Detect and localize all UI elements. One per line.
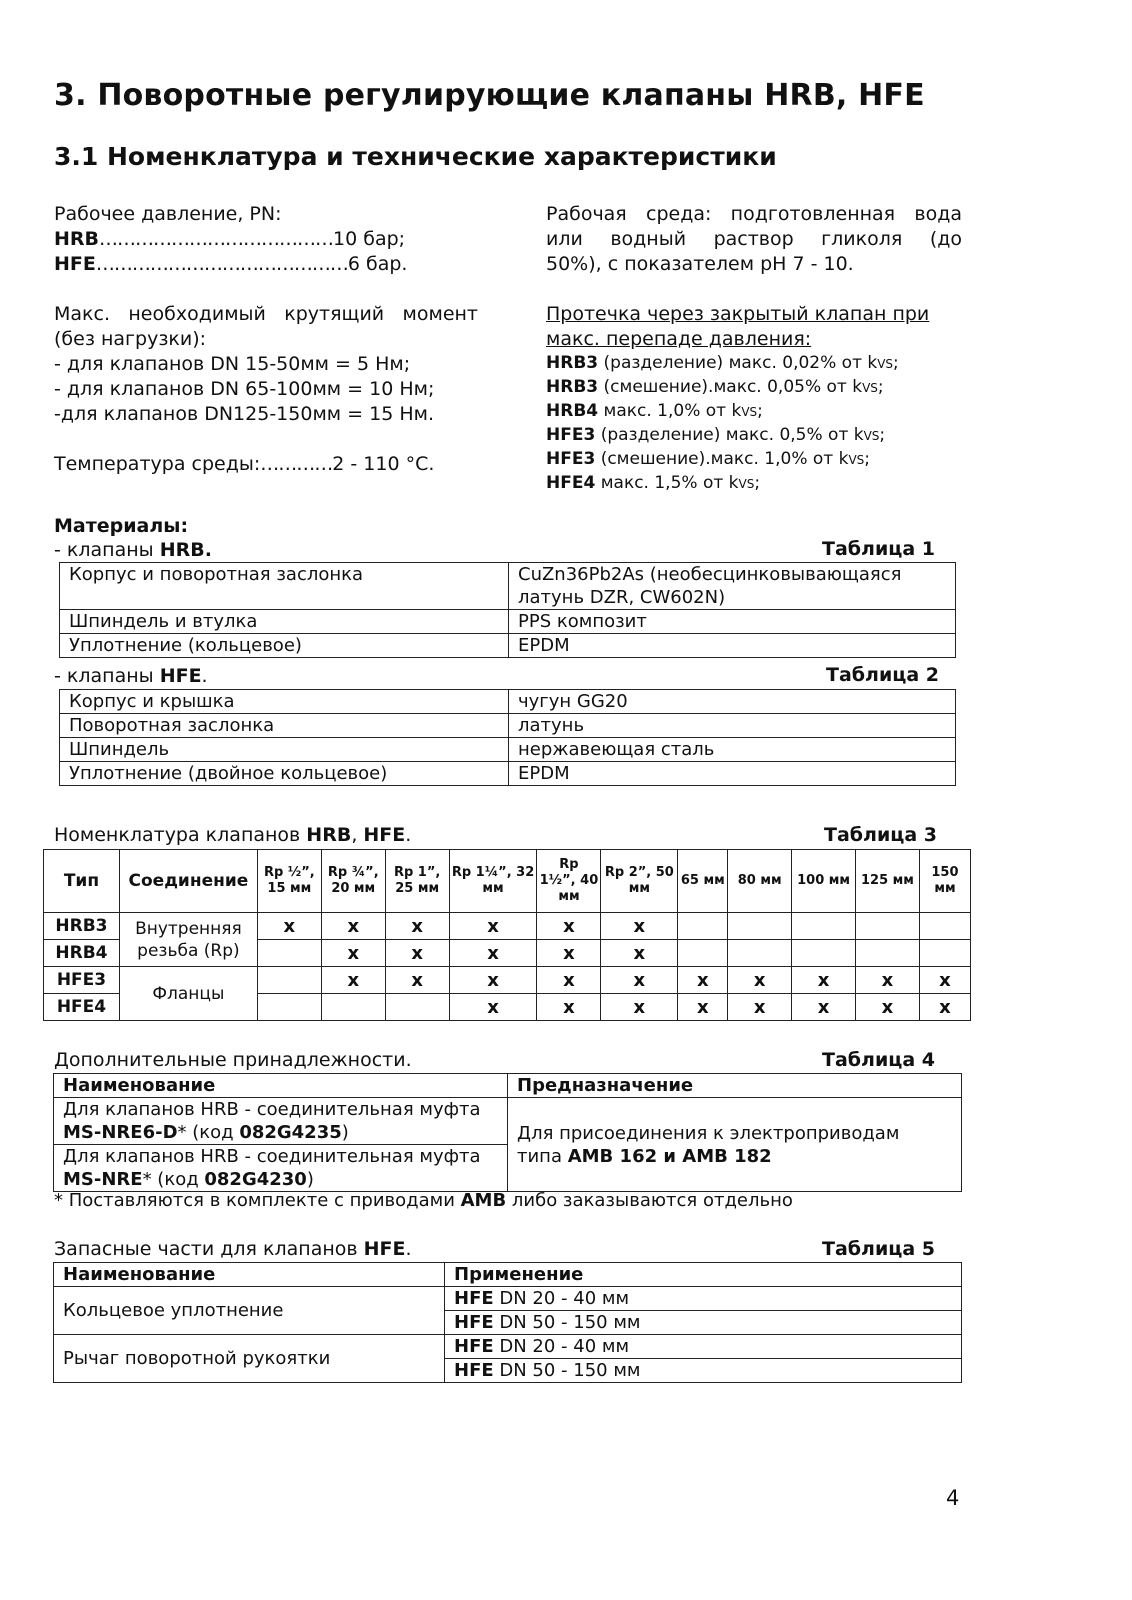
table-row xyxy=(60,563,956,610)
table-row xyxy=(60,690,956,714)
table-row xyxy=(60,610,956,634)
header-purpose: Предназначение xyxy=(508,1074,962,1098)
material: EPDM xyxy=(509,762,956,786)
availability-cell xyxy=(257,967,321,994)
availability-cell xyxy=(385,994,449,1021)
availability-cell xyxy=(728,940,792,967)
leak-item: HRB3 (смешение).макс. 0,05% от kVS; xyxy=(546,377,884,397)
availability-cell xyxy=(321,994,385,1021)
availability-cell: x xyxy=(321,913,385,940)
torque-line: Макс. необходимый крутящий момент xyxy=(54,303,478,325)
availability-cell: x xyxy=(537,940,601,967)
valve-type: HFE3 xyxy=(44,967,120,994)
material: чугун GG20 xyxy=(509,690,956,714)
leak-item: HFE3 (смешение).макс. 1,0% от kVS; xyxy=(546,449,871,469)
torque-line: - для клапанов DN 15-50мм = 5 Нм; xyxy=(54,353,411,375)
table-2 xyxy=(59,689,956,786)
availability-cell: x xyxy=(856,967,920,994)
availability-cell: x xyxy=(728,994,792,1021)
table3-caption: Номенклатура клапанов HRB, HFE. xyxy=(54,824,412,846)
torque-line: (без нагрузки): xyxy=(54,328,207,350)
spare-lever: Рычаг поворотной рукоятки xyxy=(54,1335,445,1383)
col-size: Rp 1½”, 40 мм xyxy=(537,850,601,913)
connection-type: Фланцы xyxy=(119,967,257,1021)
leak-item: HRB4 макс. 1,0% от kVS; xyxy=(546,401,763,421)
table-row xyxy=(44,913,971,940)
table-1 xyxy=(59,562,956,658)
header-name: Наименование xyxy=(54,1074,508,1098)
col-connection: Соединение xyxy=(119,850,257,913)
hfe-pressure: HFE……………………………………6 бар. xyxy=(54,253,408,275)
availability-cell xyxy=(678,940,728,967)
part-name: Поворотная заслонка xyxy=(60,714,509,738)
leak-title: Протечка через закрытый клапан при xyxy=(546,303,930,325)
spare-use: HFE DN 20 - 40 мм xyxy=(445,1335,962,1359)
valve-type: HRB4 xyxy=(44,940,120,967)
availability-cell xyxy=(792,940,856,967)
availability-cell xyxy=(728,913,792,940)
availability-cell: x xyxy=(385,967,449,994)
availability-cell: x xyxy=(792,994,856,1021)
availability-cell: x xyxy=(601,940,678,967)
specs-left xyxy=(54,202,494,477)
availability-cell: x xyxy=(385,913,449,940)
availability-cell: x xyxy=(537,994,601,1021)
material: латунь xyxy=(509,714,956,738)
col-size: 125 мм xyxy=(856,850,920,913)
availability-cell: x xyxy=(919,994,970,1021)
availability-cell xyxy=(919,913,970,940)
table-row xyxy=(60,714,956,738)
material: PPS композит xyxy=(509,610,956,634)
section-heading: 3.1 Номенклатура и технические характеристики xyxy=(54,142,777,171)
availability-cell: x xyxy=(385,940,449,967)
material: EPDM xyxy=(509,634,956,658)
torque-line: -для клапанов DN125-150мм = 15 Нм. xyxy=(54,403,434,425)
leak-item: HFE4 макс. 1,5% от kVS; xyxy=(546,473,761,493)
temperature: Температура среды:…………2 - 110 °C. xyxy=(54,453,435,475)
accessory-item: Для клапанов HRB - соединительная муфта MS-NRE* (код 082G4230) xyxy=(54,1145,508,1192)
header-name: Наименование xyxy=(54,1263,445,1287)
availability-cell: x xyxy=(449,913,537,940)
availability-cell: x xyxy=(792,967,856,994)
leak-title: макс. перепаде давления: xyxy=(546,328,812,350)
availability-cell: x xyxy=(537,913,601,940)
availability-cell: x xyxy=(321,940,385,967)
availability-cell: x xyxy=(449,967,537,994)
connection-type: Внутренняя резьба (Rp) xyxy=(119,913,257,967)
table-row xyxy=(44,967,971,994)
availability-cell: x xyxy=(856,994,920,1021)
availability-cell xyxy=(856,913,920,940)
availability-cell: x xyxy=(601,913,678,940)
table-row xyxy=(60,762,956,786)
table2-label: Таблица 2 xyxy=(826,664,940,686)
medium-line: Рабочая среда: подготовленная вода xyxy=(546,203,962,225)
accessory-item: Для клапанов HRB - соединительная муфта MS-NRE6-D* (код 082G4235) xyxy=(54,1098,508,1145)
col-size: Rp ½”, 15 мм xyxy=(257,850,321,913)
specs-right xyxy=(546,202,962,496)
material: нержавеющая сталь xyxy=(509,738,956,762)
table-4 xyxy=(53,1073,962,1192)
part-name: Уплотнение (кольцевое) xyxy=(60,634,509,658)
hrb-materials-caption: - клапаны HRB. xyxy=(54,539,212,561)
table-3 xyxy=(43,849,971,1021)
col-size: 65 мм xyxy=(678,850,728,913)
availability-cell: x xyxy=(919,967,970,994)
col-size: 80 мм xyxy=(728,850,792,913)
table5-label: Таблица 5 xyxy=(822,1238,936,1260)
col-type: Тип xyxy=(44,850,120,913)
col-size: Rp ¾”, 20 мм xyxy=(321,850,385,913)
materials-title: Материалы: xyxy=(54,515,189,537)
availability-cell: x xyxy=(537,967,601,994)
hrb-pressure: HRB…………………………………10 бар; xyxy=(54,228,406,250)
part-name: Шпиндель и втулка xyxy=(60,610,509,634)
spare-ring: Кольцевое уплотнение xyxy=(54,1287,445,1335)
col-size: 150 мм xyxy=(919,850,970,913)
spare-use: HFE DN 20 - 40 мм xyxy=(445,1287,962,1311)
leak-list xyxy=(546,352,962,496)
spare-use: HFE DN 50 - 150 мм xyxy=(445,1359,962,1383)
table4-caption: Дополнительные принадлежности. xyxy=(54,1049,412,1071)
availability-cell xyxy=(257,940,321,967)
header-use: Применение xyxy=(445,1263,962,1287)
medium-line: 50%), с показателем pH 7 - 10. xyxy=(546,253,854,275)
availability-cell xyxy=(856,940,920,967)
availability-cell: x xyxy=(728,967,792,994)
table5-caption: Запасные части для клапанов HFE. xyxy=(54,1238,412,1260)
medium-line: или водный раствор гликоля (до xyxy=(546,228,962,250)
availability-cell: x xyxy=(601,994,678,1021)
availability-cell xyxy=(919,940,970,967)
valve-type: HFE4 xyxy=(44,994,120,1021)
availability-cell xyxy=(792,913,856,940)
availability-cell: x xyxy=(678,967,728,994)
col-size: 100 мм xyxy=(792,850,856,913)
accessories-note: * Поставляются в комплекте с приводами AMB либо заказываются отдельно xyxy=(54,1190,793,1211)
torque-line: - для клапанов DN 65-100мм = 10 Нм; xyxy=(54,378,435,400)
page-number: 4 xyxy=(946,1486,960,1510)
material: CuZn36Pb2As (необесцинковывающаяся латунь DZR, CW602N) xyxy=(509,563,956,610)
col-size: Rp 1¼”, 32 мм xyxy=(449,850,537,913)
col-size: Rp 1”, 25 мм xyxy=(385,850,449,913)
part-name: Уплотнение (двойное кольцевое) xyxy=(60,762,509,786)
page-heading: 3. Поворотные регулирующие клапаны HRB, HFE xyxy=(54,78,925,113)
part-name: Корпус и поворотная заслонка xyxy=(60,563,509,610)
table-row xyxy=(60,634,956,658)
table4-label: Таблица 4 xyxy=(822,1049,936,1071)
table-5 xyxy=(53,1262,962,1383)
availability-cell: x xyxy=(601,967,678,994)
accessory-purpose: Для присоединения к электроприводам типа AMB 162 и AMB 182 xyxy=(508,1098,962,1192)
table1-label: Таблица 1 xyxy=(822,538,936,560)
table3-label: Таблица 3 xyxy=(824,824,938,846)
part-name: Корпус и крышка xyxy=(60,690,509,714)
spare-use: HFE DN 50 - 150 мм xyxy=(445,1311,962,1335)
availability-cell xyxy=(678,913,728,940)
availability-cell: x xyxy=(449,994,537,1021)
table-row xyxy=(60,738,956,762)
availability-cell: x xyxy=(449,940,537,967)
leak-item: HFE3 (разделение) макс. 0,5% от kVS; xyxy=(546,425,886,445)
availability-cell: x xyxy=(678,994,728,1021)
pressure-label: Рабочее давление, PN: xyxy=(54,203,282,225)
valve-type: HRB3 xyxy=(44,913,120,940)
col-size: Rp 2”, 50 мм xyxy=(601,850,678,913)
availability-cell xyxy=(257,994,321,1021)
part-name: Шпиндель xyxy=(60,738,509,762)
availability-cell: x xyxy=(257,913,321,940)
availability-cell: x xyxy=(321,967,385,994)
leak-item: HRB3 (разделение) макс. 0,02% от kVS; xyxy=(546,353,899,373)
hfe-materials-caption: - клапаны HFE. xyxy=(54,665,208,687)
